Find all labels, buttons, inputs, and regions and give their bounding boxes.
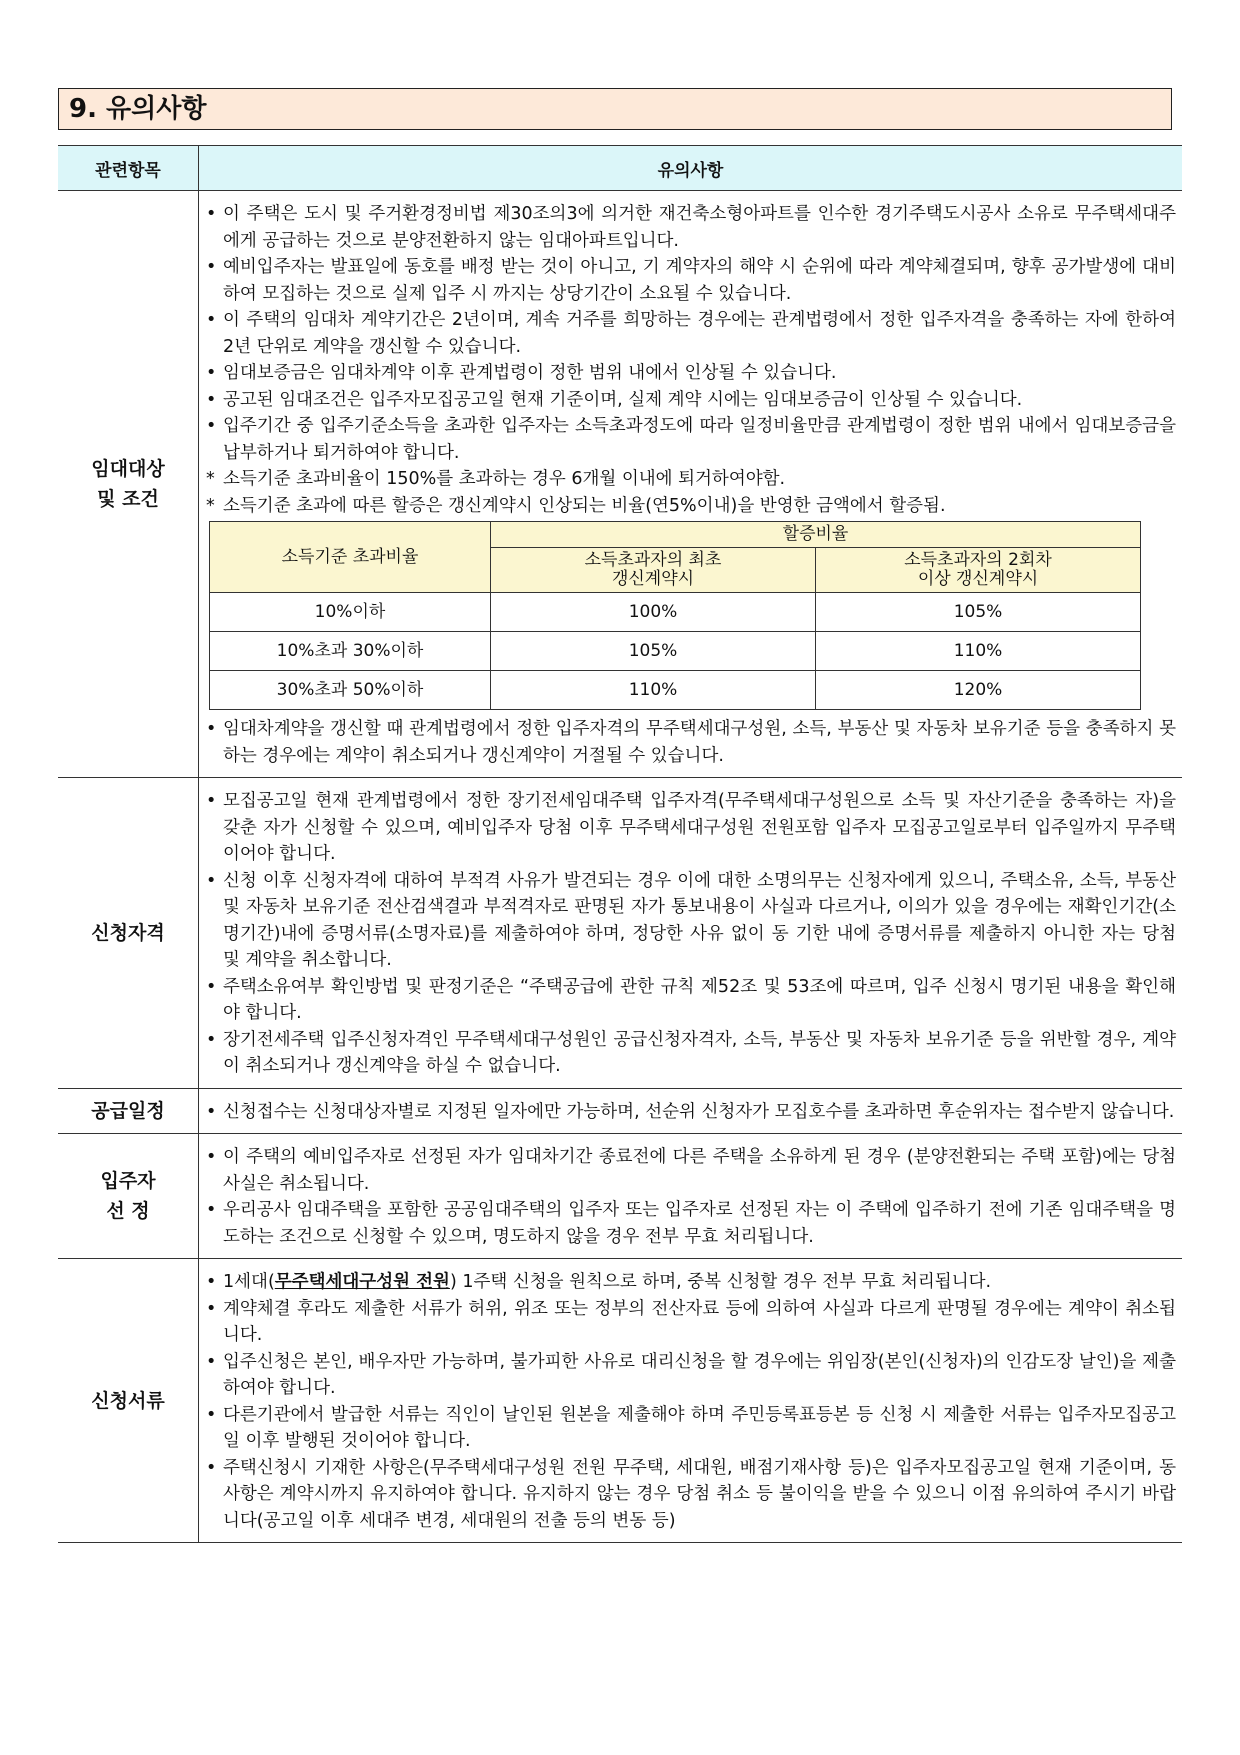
notice-table-header bbox=[58, 146, 1182, 191]
note-item: • 다른기관에서 발급한 서류는 직인이 날인된 원본을 제출해야 하며 주민등록표등본 등 신청 시 제출한 서류는 입주자모집공고일 이후 발행된 것이어야 합니다. bbox=[205, 1402, 1176, 1455]
category-label-line1: 신청자격 bbox=[91, 921, 165, 944]
note-item: • 입주기간 중 입주기준소득을 초과한 입주자는 소득초과정도에 따라 일정비율만큼 관계법령이 정한 범위 내에서 임대보증금을 납부하거나 퇴거하여야 합니다. bbox=[205, 413, 1176, 466]
note-item: • 계약체결 후라도 제출한 서류가 허위, 위조 또는 정부의 전산자료 등에 의하여 사실과 다르게 판명될 경우에는 계약이 취소됩니다. bbox=[205, 1296, 1176, 1349]
note-item: • 임대차계약을 갱신할 때 관계법령에서 정한 입주자격의 무주택세대구성원, 소득, 부동산 및 자동차 보유기준 등을 충족하지 못하는 경우에는 계약이 취소되거나 갱신계약이 거절될 수 있습니다. bbox=[205, 716, 1176, 769]
header-second-renewal-line1: 소득초과자의 2회차 bbox=[904, 550, 1052, 570]
header-notes: 유의사항 bbox=[199, 146, 1183, 191]
notes-list bbox=[205, 1099, 1176, 1126]
content-eligibility bbox=[199, 778, 1183, 1089]
category-label-line2: 및 조건 bbox=[97, 488, 159, 510]
note-item: • 예비입주자는 발표일에 동호를 배정 받는 것이 아니고, 기 계약자의 해약 시 순위에 따라 계약체결되며, 향후 공가발생에 대비하여 모집하는 것으로 실제 입주 시 까지는 상당기간이 소요될 수 있습니다. bbox=[205, 254, 1176, 307]
category-label-line1: 입주자 bbox=[100, 1170, 156, 1192]
surcharge-row bbox=[210, 671, 1141, 710]
surcharge-row bbox=[210, 632, 1141, 671]
category-label-line1: 임대대상 bbox=[91, 458, 165, 480]
note-item: • 임대보증금은 임대차계약 이후 관계법령이 정한 범위 내에서 인상될 수 있습니다. bbox=[205, 360, 1176, 387]
cell-first-rate: 100% bbox=[491, 593, 816, 632]
category-application-documents bbox=[58, 1259, 199, 1543]
cell-first-rate: 105% bbox=[491, 632, 816, 671]
content-application-documents bbox=[199, 1259, 1183, 1543]
note-item: • 신청 이후 신청자격에 대하여 부적격 사유가 발견되는 경우 이에 대한 소명의무는 신청자에게 있으니, 주택소유, 소득, 부동산 및 자동차 보유기준 전산검색결과 부적격자로 판명된 자가 통보내용이 사실과 다르거나, 이의가 있을 경우에는 재확인기간(소명기간)내에 증명서류(소명자료)를 제출하여야 하며, 정당한 사유 없이 동 기한 내에 증명서류를 제출하지 아니한 자는 당첨 및 계약을 취소합니다. bbox=[205, 868, 1176, 974]
note-text-post: ) 1주택 신청을 원칙으로 하며, 중복 신청할 경우 전부 무효 처리됩니다. bbox=[449, 1272, 992, 1292]
content-lease-conditions bbox=[199, 191, 1183, 778]
header-surcharge-rate: 할증비율 bbox=[491, 522, 1141, 548]
row-eligibility bbox=[58, 778, 1182, 1089]
star-note: * 소득기준 초과에 따른 할증은 갱신계약시 인상되는 비율(연5%이내)을 반영한 금액에서 할증됨. bbox=[205, 493, 1176, 520]
category-label-line1: 공급일정 bbox=[91, 1099, 165, 1122]
cell-second-rate: 110% bbox=[816, 632, 1141, 671]
notes-list-after bbox=[205, 716, 1176, 769]
header-excess-ratio: 소득기준 초과비율 bbox=[210, 522, 491, 593]
note-item: • 공고된 임대조건은 입주자모집공고일 현재 기준이며, 실제 계약 시에는 임대보증금이 인상될 수 있습니다. bbox=[205, 387, 1176, 414]
cell-ratio: 30%초과 50%이하 bbox=[210, 671, 491, 710]
cell-second-rate: 105% bbox=[816, 593, 1141, 632]
section-title: 9. 유의사항 bbox=[58, 88, 1172, 130]
header-second-renewal-line2: 이상 갱신계약시 bbox=[917, 569, 1039, 589]
cell-first-rate: 110% bbox=[491, 671, 816, 710]
notes-list bbox=[205, 1269, 1176, 1534]
content-supply-schedule bbox=[199, 1088, 1183, 1134]
category-label-line1: 신청서류 bbox=[91, 1389, 165, 1412]
row-supply-schedule bbox=[58, 1088, 1182, 1134]
header-first-renewal-line2: 갱신계약시 bbox=[611, 569, 695, 589]
cell-second-rate: 120% bbox=[816, 671, 1141, 710]
notice-table bbox=[58, 145, 1182, 1543]
note-item: • 주택소유여부 확인방법 및 판정기준은 “주택공급에 관한 규칙 제52조 및 53조에 따르며, 입주 신청시 명기된 내용을 확인해야 합니다. bbox=[205, 974, 1176, 1027]
notes-list bbox=[205, 788, 1176, 1080]
surcharge-header-row bbox=[210, 522, 1141, 548]
category-supply-schedule bbox=[58, 1088, 199, 1134]
note-item: • 이 주택의 예비입주자로 선정된 자가 임대차기간 종료전에 다른 주택을 소유하게 된 경우 (분양전환되는 주택 포함)에는 당첨사실은 취소됩니다. bbox=[205, 1144, 1176, 1197]
note-item: • 이 주택의 임대차 계약기간은 2년이며, 계속 거주를 희망하는 경우에는 관계법령에서 정한 입주자격을 충족하는 자에 한하여 2년 단위로 계약을 갱신할 수 있습니다. bbox=[205, 307, 1176, 360]
star-note: * 소득기준 초과비율이 150%를 초과하는 경우 6개월 이내에 퇴거하여야함. bbox=[205, 466, 1176, 493]
note-item: • 우리공사 임대주택을 포함한 공공임대주택의 입주자 또는 입주자로 선정된 자는 이 주택에 입주하기 전에 기존 임대주택을 명도하는 조건으로 신청할 수 있으며, 명도하지 않을 경우 전부 무효 처리됩니다. bbox=[205, 1197, 1176, 1250]
cell-ratio: 10%이하 bbox=[210, 593, 491, 632]
row-lease-conditions bbox=[58, 191, 1182, 778]
note-item: • 모집공고일 현재 관계법령에서 정한 장기전세임대주택 입주자격(무주택세대구성원으로 소득 및 자산기준을 충족하는 자)을 갖춘 자가 신청할 수 있으며, 예비입주자 당첨 이후 무주택세대구성원 전원포함 입주자 모집공고일로부터 입주일까지 무주택이어야 합니다. bbox=[205, 788, 1176, 868]
category-tenant-selection bbox=[58, 1134, 199, 1259]
surcharge-table-wrapper bbox=[205, 519, 1176, 716]
category-lease-conditions bbox=[58, 191, 199, 778]
row-application-documents bbox=[58, 1259, 1182, 1543]
note-text-underlined: 무주택세대구성원 전원 bbox=[274, 1272, 450, 1292]
row-tenant-selection bbox=[58, 1134, 1182, 1259]
header-first-renewal-line1: 소득초과자의 최초 bbox=[584, 550, 722, 570]
note-item: • 신청접수는 신청대상자별로 지정된 일자에만 가능하며, 선순위 신청자가 모집호수를 초과하면 후순위자는 접수받지 않습니다. bbox=[205, 1099, 1176, 1126]
content-tenant-selection bbox=[199, 1134, 1183, 1259]
category-label-line2: 선 정 bbox=[106, 1200, 150, 1222]
surcharge-table bbox=[209, 521, 1141, 710]
note-item: • 장기전세주택 입주신청자격인 무주택세대구성원인 공급신청자격자, 소득, 부동산 및 자동차 보유기준 등을 위반할 경우, 계약이 취소되거나 갱신계약을 하실 수 없습니다. bbox=[205, 1027, 1176, 1080]
notes-list bbox=[205, 1144, 1176, 1250]
note-item: • 이 주택은 도시 및 주거환경정비법 제30조의3에 의거한 재건축소형아파트를 인수한 경기주택도시공사 소유로 무주택세대주에게 공급하는 것으로 분양전환하지 않는 임대아파트입니다. bbox=[205, 201, 1176, 254]
header-first-renewal bbox=[491, 548, 816, 593]
surcharge-row bbox=[210, 593, 1141, 632]
note-item: • 주택신청시 기재한 사항은(무주택세대구성원 전원 무주택, 세대원, 배점기재사항 등)은 입주자모집공고일 현재 기준이며, 동 사항은 계약시까지 유지하여야 합니다. 유지하지 않는 경우 당첨 취소 등 불이익을 받을 수 있으니 이점 유의하여 주시기 바랍니다(공고일 이후 세대주 변경, 세대원의 전출 등의 변동 등) bbox=[205, 1455, 1176, 1535]
header-second-renewal bbox=[816, 548, 1141, 593]
notes-list bbox=[205, 201, 1176, 519]
header-related-item: 관련항목 bbox=[58, 146, 199, 191]
category-eligibility bbox=[58, 778, 199, 1089]
note-item bbox=[205, 1269, 1176, 1296]
note-item: • 입주신청은 본인, 배우자만 가능하며, 불가피한 사유로 대리신청을 할 경우에는 위임장(본인(신청자)의 인감도장 날인)을 제출하여야 합니다. bbox=[205, 1349, 1176, 1402]
note-text-pre: 1세대( bbox=[223, 1272, 275, 1292]
cell-ratio: 10%초과 30%이하 bbox=[210, 632, 491, 671]
